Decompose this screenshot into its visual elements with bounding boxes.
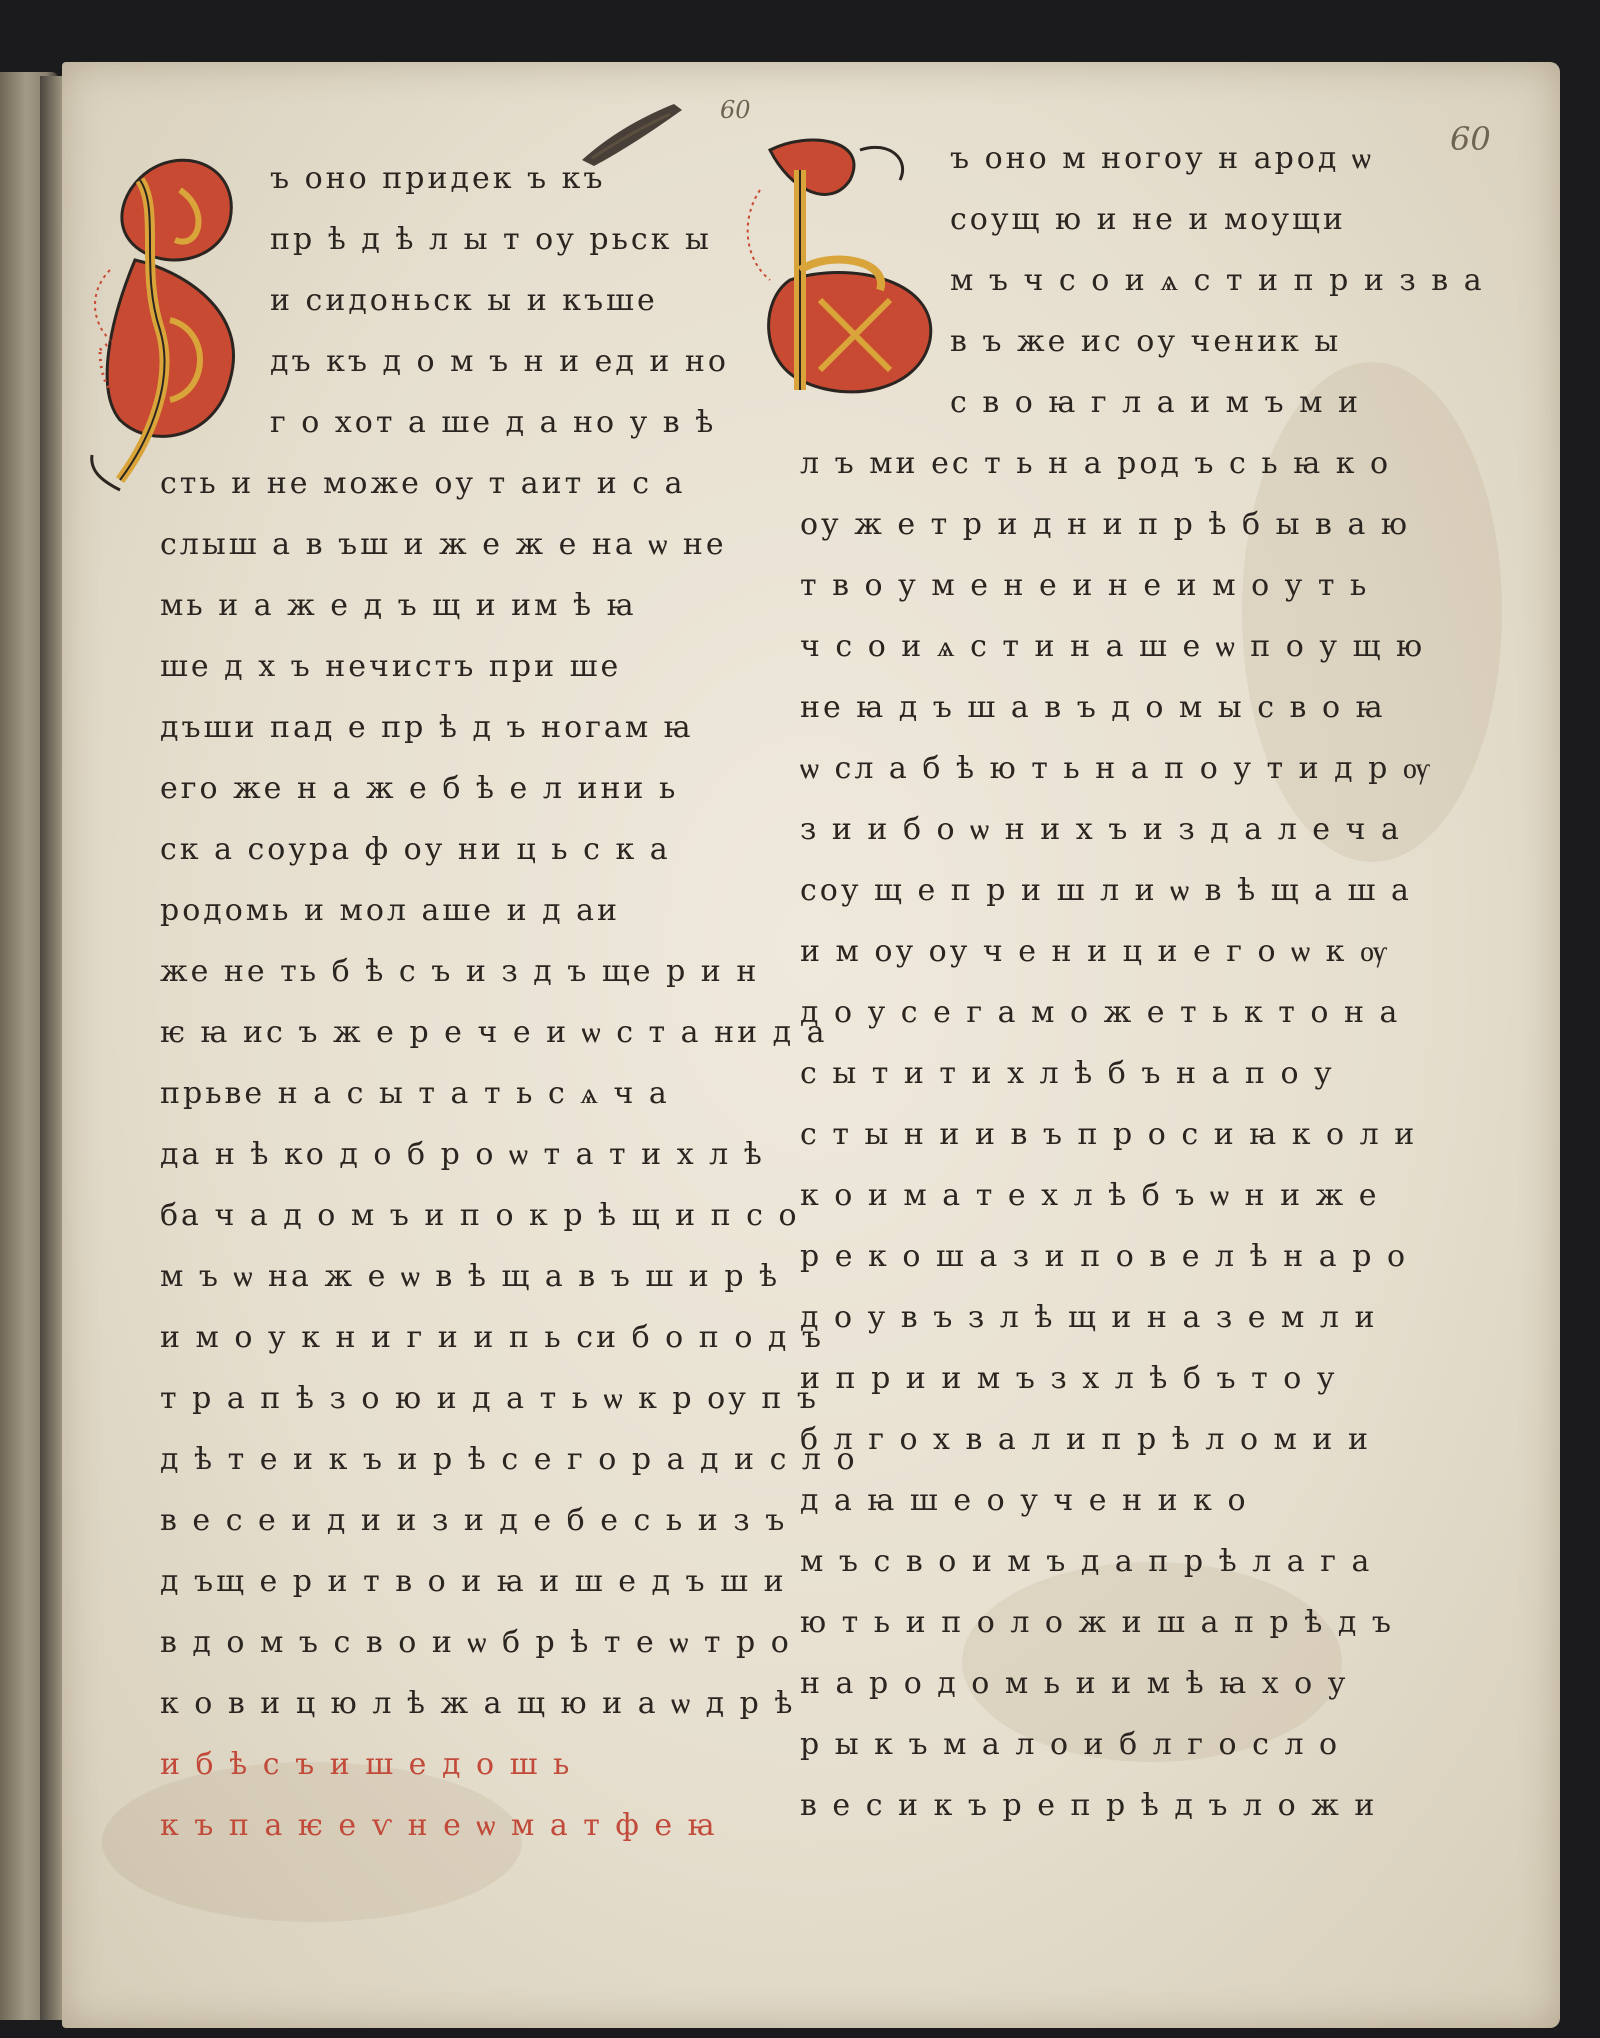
text-line: р ы к ъ м а л о и б л г о с л о <box>800 1727 1341 1762</box>
text-line: его же н а ж е б ѣ е л ини ь <box>160 771 679 806</box>
text-line: т в о у м е н е и н е и м о у т ь <box>800 568 1370 603</box>
text-line: в ъ же ис оу ченик ы <box>950 324 1342 359</box>
text-line: прьве н а с ы т а т ь с ѧ ч а <box>160 1076 670 1111</box>
text-line: ѥ ꙗ ис ъ ж е р е ч е и ѡ с т а ни д а <box>160 1015 828 1050</box>
text-line: сть и не може оу т аит и с а <box>160 466 686 501</box>
text-line: в е с и к ъ р е п р ѣ д ъ л о ж и <box>800 1788 1378 1823</box>
text-line: с ы т и т и х л ѣ б ъ н а п о у <box>800 1056 1335 1091</box>
text-line: ше д х ъ нечистъ при ше <box>160 649 622 684</box>
text-line: с в о ꙗ г л а и м ъ м и <box>950 385 1362 420</box>
text-line: ба ч а д о м ъ и п о к р ѣ щ и п с о <box>160 1198 800 1233</box>
text-line: соу щ е п р и ш л и ѡ в ѣ щ а ш а <box>800 873 1412 908</box>
text-line: родомь и мол аше и д аи <box>160 893 621 928</box>
text-line: и п р и и м ъ з х л ѣ б ъ т о у <box>800 1361 1338 1396</box>
text-line: мь и а ж е д ъ щ и им ѣ ꙗ <box>160 588 637 623</box>
text-line: к о в и ц ю л ѣ ж а щ ю и а ѡ д р ѣ <box>160 1686 796 1721</box>
text-line: д ѣ т е и к ъ и р ѣ с е г о р а д и с л о <box>160 1442 858 1477</box>
text-line: пр ѣ д ѣ л ы т оу рьск ы <box>270 222 712 257</box>
text-line: д ъщ е р и т в о и ꙗ и ш е д ъ ш и <box>160 1564 787 1599</box>
text-line: л ъ ми ес т ь н а род ъ с ь ꙗ к о <box>800 446 1392 481</box>
text-line: д а ꙗ ш е о у ч е н и к о <box>800 1483 1249 1518</box>
text-line: ч с о и ѧ с т и н а ш е ѡ п о у щ ю <box>800 629 1426 664</box>
text-line: в е с е и д и и з и д е б е с ь и з ъ <box>160 1503 788 1538</box>
text-line: с т ы н и и в ъ п р о с и ꙗ к о л и <box>800 1117 1418 1152</box>
text-line: соущ ю и не и моущи <box>950 202 1346 237</box>
text-line: же не ть б ѣ с ъ и з д ъ ще р и н <box>160 954 760 989</box>
text-line: ѡ сл а б ѣ ю т ь н а п о у т и д р ѹ <box>800 751 1433 786</box>
text-line: б л г о х в а л и п р ѣ л о м и и <box>800 1422 1371 1457</box>
text-line: и м о у к н и г и и п ь си б о п о д ъ <box>160 1320 825 1355</box>
text-line: н а р о д о м ь и и м ѣ ꙗ х о у <box>800 1666 1349 1701</box>
text-line: д о у с е г а м о ж е т ь к т о н а <box>800 995 1401 1030</box>
text-line: ск а соура ф оу ни ц ь с к а <box>160 832 671 867</box>
text-line: и сидоньск ы и къше <box>270 283 658 318</box>
text-line: не ꙗ д ъ ш а в ъ д о м ы с в о ꙗ <box>800 690 1386 725</box>
rubric-line: и б ѣ с ъ и ш е д о ш ь <box>160 1747 573 1782</box>
text-line: м ъ ч с о и ѧ с т и п р и з в а <box>950 263 1485 298</box>
text-line: ю т ь и п о л о ж и ш а п р ѣ д ъ <box>800 1605 1395 1640</box>
text-line: оу ж е т р и д н и п р ѣ б ы в а ю <box>800 507 1411 542</box>
text-line: к о и м а т е х л ѣ б ъ ѡ н и ж е <box>800 1178 1380 1213</box>
text-line: ъ оно придек ъ къ <box>270 161 606 196</box>
text-column-left <box>160 148 858 1856</box>
text-line: м ъ ѡ на ж е ѡ в ѣ щ а в ъ ш и р ѣ <box>160 1259 781 1294</box>
rubric-line: к ъ п а ѥ е ѵ н е ѡ м а т ф е ꙗ <box>160 1808 718 1843</box>
text-line: в д о м ъ с в о и ѡ б р ѣ т е ѡ т р о <box>160 1625 792 1660</box>
text-line: з и и б о ѡ н и х ъ и з д а л е ч а <box>800 812 1402 847</box>
text-line: д о у в ъ з л ѣ щ и н а з е м л и <box>800 1300 1378 1335</box>
text-line: г о хот а ше д а но у в ѣ <box>270 405 717 440</box>
text-line: р е к о ш а з и п о в е л ѣ н а р о <box>800 1239 1409 1274</box>
text-line: ъ оно м ногоу н арод ѡ <box>950 141 1374 176</box>
folio-number-right: 60 <box>1450 120 1491 158</box>
text-line: и м оу оу ч е н и ц и е г о ѡ к ѹ <box>800 934 1390 969</box>
folio-number-center: 60 <box>720 96 751 124</box>
text-line: т р а п ѣ з о ю и д а т ь ѡ к р оу п ъ <box>160 1381 819 1416</box>
text-line: слыш а в ъш и ж е ж е на ѡ не <box>160 527 727 562</box>
text-line: дъши пад е пр ѣ д ъ ногам ꙗ <box>160 710 694 745</box>
text-line: да н ѣ ко д о б р о ѡ т а т и х л ѣ <box>160 1137 765 1172</box>
text-line: дъ къ д о м ъ н и ед и но <box>270 344 729 379</box>
text-line: м ъ с в о и м ъ д а п р ѣ л а г а <box>800 1544 1373 1579</box>
